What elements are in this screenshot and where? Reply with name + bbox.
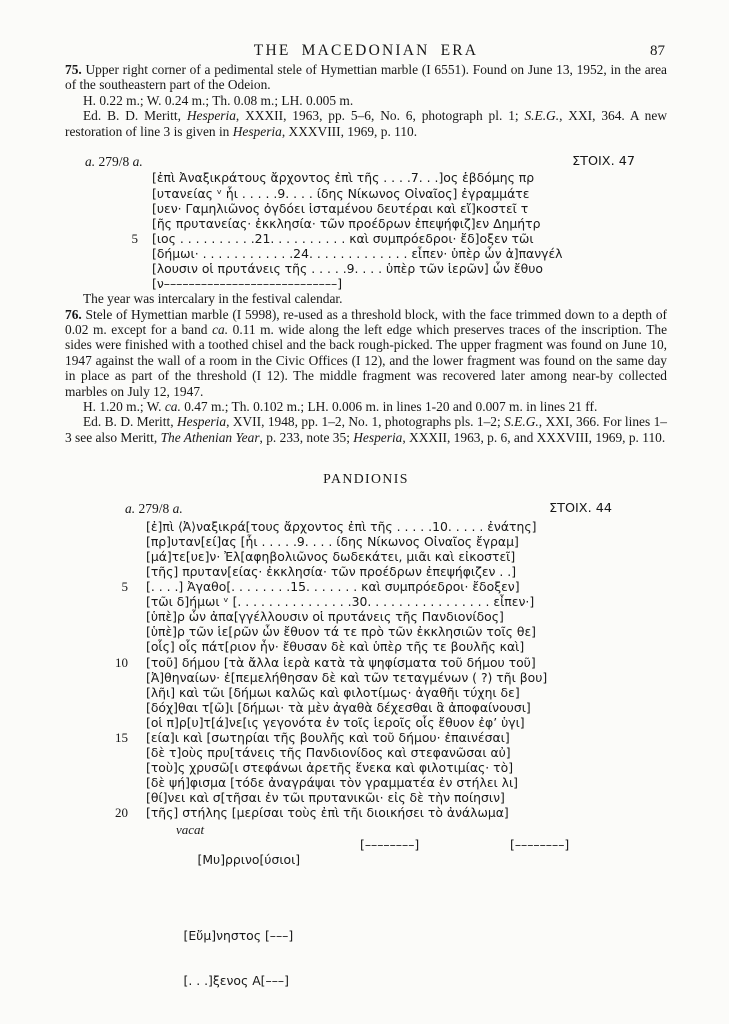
inscription-line-text: [ιος . . . . . . . . . .21. . . . . . . . . . καὶ συμπρόεδροι· ἔδ]οξεν τῶι	[152, 230, 534, 246]
inscription-line	[102, 564, 667, 579]
line-number	[102, 564, 146, 579]
inscription-line-text: [τοὺ]ς χρυσῶ[ι στεφάνωι ἀρετῆς ἕνεκα καὶ φιλοτιμίας· τὸ]	[146, 760, 514, 776]
inscription-line-text: [οἱ π]ρ[υ]τ[ά]νε[ις γεγονότα ἐν τοῖς ἱεροῖς οἷς ἔθυον ἐφ’ ὑγι]	[146, 714, 525, 730]
line-number	[108, 261, 152, 276]
line-number: 15	[115, 729, 128, 745]
entry-76-inscription-header	[65, 501, 667, 516]
inscription-76	[102, 519, 667, 821]
inscription-line	[108, 261, 667, 276]
line-number	[102, 670, 146, 685]
line-number	[102, 519, 146, 534]
inscription-line-text: [. . . .] Ἀγαθο[. . . . . . . .15. . . . . . . καὶ συμπρόεδροι· ἔδοξεν]	[146, 579, 520, 595]
entry-76	[65, 307, 667, 1004]
entry-75-dimensions: H. 0.22 m.; W. 0.24 m.; Th. 0.08 m.; LH. 0.005 m.	[83, 92, 354, 108]
inscription-line	[102, 745, 667, 760]
inscription-line	[102, 760, 667, 775]
inscription-line	[102, 775, 667, 790]
inscription-line-text: [ν––––––––––––––––––––––––––––]	[152, 276, 343, 292]
inscription-line	[102, 730, 667, 745]
line-number	[102, 760, 146, 775]
inscription-line-text: [τοῦ] δήμου [τὰ ἄλλα ἱερὰ κατὰ τὰ ψηφίσματα τοῦ δήμου τοῦ]	[146, 654, 536, 670]
line-number	[102, 639, 146, 654]
entry-76-date-label: a. 279/8 a.	[125, 501, 183, 517]
inscription-line	[102, 549, 667, 564]
line-number: 20	[115, 805, 128, 821]
lost-column: [––––––––]	[360, 836, 420, 852]
inscription-line-text: [πρ]υταν[εί]ας [ἧι . . . . .9. . . . ίδης Νίκωνος Οἰναῖος ἔγραμ]	[146, 533, 519, 549]
inscription-line	[102, 579, 667, 594]
inscription-line	[102, 685, 667, 700]
page-title: THE MACEDONIAN ERA	[253, 42, 479, 59]
line-number: 10	[115, 654, 128, 670]
inscription-line	[102, 609, 667, 624]
page-number: 87	[650, 43, 665, 59]
line-number	[102, 534, 146, 549]
intercalary-note: The year was intercalary in the festival calendar.	[83, 291, 343, 307]
inscription-line	[108, 170, 667, 185]
prytanis-name: [. . .]ξενος Α[–––]	[183, 973, 289, 989]
inscription-line-text: [εία]ι καὶ [σωτηρίαι τῆς βουλῆς καὶ τοῦ δήμου· ἐπαινέσαι]	[146, 729, 510, 745]
entry-75-edition: Ed. B. D. Meritt, Hesperia, XXXII, 1963, pp. 5–6, No. 6, photograph pl. 1; S.E.G., XXI, 364. A new restoration of line 3 is given in Hesperia, XXXVIII, 1969, p. 110.	[65, 108, 667, 139]
inscription-line-text: [δήμωι· . . . . . . . . . . . .24. . . . . . . . . . . . . εἶπεν· ὑπὲρ ὧν ἀ]πανγέλ	[152, 245, 563, 261]
inscription-line	[102, 700, 667, 715]
entry-75	[65, 62, 667, 307]
inscription-line	[102, 655, 667, 670]
inscription-line-text: [μά]τε[υε]ν· Ἐλ[αφηβολιῶνος δωδεκάτει, μιᾶι καὶ εἰκοστεῖ]	[146, 548, 516, 564]
line-number	[102, 549, 146, 564]
line-number	[102, 790, 146, 805]
inscription-line-text: [ἐπὶ Ἀναξικράτους ἄρχοντος ἐπὶ τῆς . . . .7. . .]ος ἑβδόμης πρ	[152, 170, 535, 186]
inscription-line	[102, 594, 667, 609]
inscription-line	[108, 216, 667, 231]
inscription-line-text: [ὑπὲ]ρ ὧν ἀπα[γγέλλουσιν οἱ πρυτάνεις τῆς Πανδιονίδος]	[146, 609, 504, 625]
entry-76-edition: Ed. B. D. Meritt, Hesperia, XVII, 1948, pp. 1–2, No. 1, photographs pls. 1–2; S.E.G., XXI, 366. For lines 1–3 see also Meritt, The Athenian Year, p. 233, note 35; Hesperia, XXXII, 1963, p. 6, and XXXVIII, 1969, p. 110.	[65, 414, 667, 445]
inscription-line-text: [Ἀ]θηναίων· ἐ[πεμελήθησαν δὲ καὶ τῶν τεταγμένων ( ?) τῆι βου]	[146, 669, 548, 685]
entry-75-description: 75. Upper right corner of a pedimental stele of Hymettian marble (I 6551). Found on June 13, 1952, in the area of the southeastern part of the Odeion.	[65, 62, 667, 93]
entry-76-description: 76. Stele of Hymettian marble (I 5998), re-used as a threshold block, with the face trimmed down to a depth of 0.02 m. except for a band ca. 0.11 m. wide along the left edge which preserves traces of the inscription. The sides were finished with a toothed chisel and the back rough-picked. The upper fragment was found on June 10, 1947 against the wall of a room in the Civic Offices (I 12), and the lower fragment was found on the same day in place as part of the threshold (I 12). The middle fragment was recovered later among near-by collected marbles on July 12, 1947.	[65, 306, 668, 399]
line-number	[108, 170, 152, 185]
line-number	[108, 216, 152, 231]
line-number	[102, 594, 146, 609]
running-head	[65, 42, 667, 62]
inscription-line	[102, 519, 667, 534]
inscription-line	[108, 201, 667, 216]
line-number	[102, 745, 146, 760]
line-number	[102, 624, 146, 639]
name-row	[146, 913, 667, 959]
prytanis-name: [Εὔμ]νηστος [–––]	[183, 927, 294, 943]
entry-75-inscription-header	[65, 154, 667, 169]
inscription-line	[102, 624, 667, 639]
line-number	[108, 186, 152, 201]
inscription-line	[102, 534, 667, 549]
inscription-line-text: [ὑπὲ]ρ τῶν ἱε[ρῶν ὧν ἔθυον τά τε πρὸ τῶν ἐκκλησιῶν τοῖς θε]	[146, 624, 536, 640]
line-number	[102, 775, 146, 790]
entry-75-stoich-label: ΣΤΟΙΧ. 47	[572, 154, 635, 170]
inscription-line-text: [ῆς πρυτανείας· ἐκκλησία· τῶν προέδρων ἐπεψήφιζ]εν Δημήτρ	[152, 215, 541, 231]
entry-76-dimensions: H. 1.20 m.; W. ca. 0.47 m.; Th. 0.102 m.; LH. 0.006 m. in lines 1-20 and 0.007 m. in lines 21 ff.	[83, 399, 598, 415]
inscription-line	[102, 639, 667, 654]
inscription-line	[102, 670, 667, 685]
inscription-line-text: [δὲ τ]οὺς πρυ[τάνεις τῆς Πανδιονίδος καὶ στεφανῶσαι αὐ]	[146, 745, 511, 761]
line-number	[102, 685, 146, 700]
line-number	[102, 715, 146, 730]
inscription-line-text: [δὲ ψή]φισμα [τόδε ἀναγράψαι τὸν γραμματέα ἐν στήλει λι]	[146, 775, 519, 791]
entry-76-stoich-label: ΣΤΟΙΧ. 44	[549, 501, 612, 517]
inscription-75	[108, 170, 667, 291]
name-row	[146, 958, 667, 1004]
inscription-line-text: [λουσιν οἱ πρυτάνεις τῆς . . . . .9. . . . ὑπὲρ τῶν ἱερῶν] ὧν ἔθυο	[152, 261, 543, 276]
inscription-line-text: [οἷς] οἷς πάτ[ριον ἦν· ἔθυσαν δὲ καὶ ὑπὲρ τῆς τε βουλῆς καὶ]	[146, 639, 525, 655]
tribe-heading: PANDIONIS	[323, 471, 409, 487]
line-number	[102, 700, 146, 715]
vacat-label: vacat	[176, 821, 205, 837]
prytany-name-list	[146, 837, 667, 1004]
inscription-line-text: [τῆς] στήλης [μερίσαι τοὺς ἐπὶ τῆι διοικήσει τὸ ἀνάλωμα]	[146, 805, 509, 821]
inscription-line-text: [τῆς] πρυταν[είας· ἐκκλησία· τῶν προέδρων ἐπεψήφιζεν . .]	[146, 563, 517, 579]
inscription-line-text: [δόχ]θαι τ[ῶ]ι [δήμωι· τὰ μὲν ἀγαθὰ δέχεσθαι ἃ ἀποφαίνουσι]	[146, 699, 531, 715]
inscription-line	[108, 186, 667, 201]
inscription-line-text: [λῆι] καὶ τῶι [δήμωι καλῶς καὶ φιλοτίμως· ἀγαθῆι τύχηι δε]	[146, 684, 520, 700]
line-number	[108, 276, 152, 291]
name-row	[146, 837, 667, 913]
line-number	[108, 246, 152, 261]
line-number: 5	[121, 579, 128, 595]
line-number: 5	[131, 230, 138, 246]
inscription-line	[108, 276, 667, 291]
inscription-line	[102, 805, 667, 820]
inscription-line-text: [ἐ]πὶ ⟨Ἀ⟩ναξικρά[τους ἄρχοντος ἐπὶ τῆς . . . . .10. . . . . ἐνάτης]	[146, 518, 537, 534]
inscription-line-text: [τῶι δ]ήμωι ᵛ [. . . . . . . . . . . . . . .30. . . . . . . . . . . . . . . . εἶπεν·]	[146, 594, 535, 610]
inscription-line	[108, 231, 667, 246]
lost-column: [––––––––]	[510, 836, 570, 852]
entry-75-date-label: a. 279/8 a.	[85, 154, 143, 170]
inscription-line	[108, 246, 667, 261]
inscription-line-text: [υεν· Γαμηλιῶνος ὀγδόει ἱσταμένου δευτέραι καὶ εἴ]κοστεῖ τ	[152, 200, 529, 216]
line-number	[108, 201, 152, 216]
inscription-line-text: [θί]νει καὶ σ[τῆσαι ἐν τῶι πρυτανικῶι· εἰς δὲ τὴν ποίησιν]	[146, 790, 505, 806]
inscription-line-text: [υτανείας ᵛ ἧι . . . . .9. . . . ίδης Νίκωνος Οἰναῖος] ἐγραμμάτε	[152, 185, 530, 201]
inscription-line	[102, 715, 667, 730]
inscription-line	[102, 790, 667, 805]
line-number	[102, 609, 146, 624]
deme-heading: [Μυ]ρρινο[ύσιοι]	[197, 851, 301, 867]
